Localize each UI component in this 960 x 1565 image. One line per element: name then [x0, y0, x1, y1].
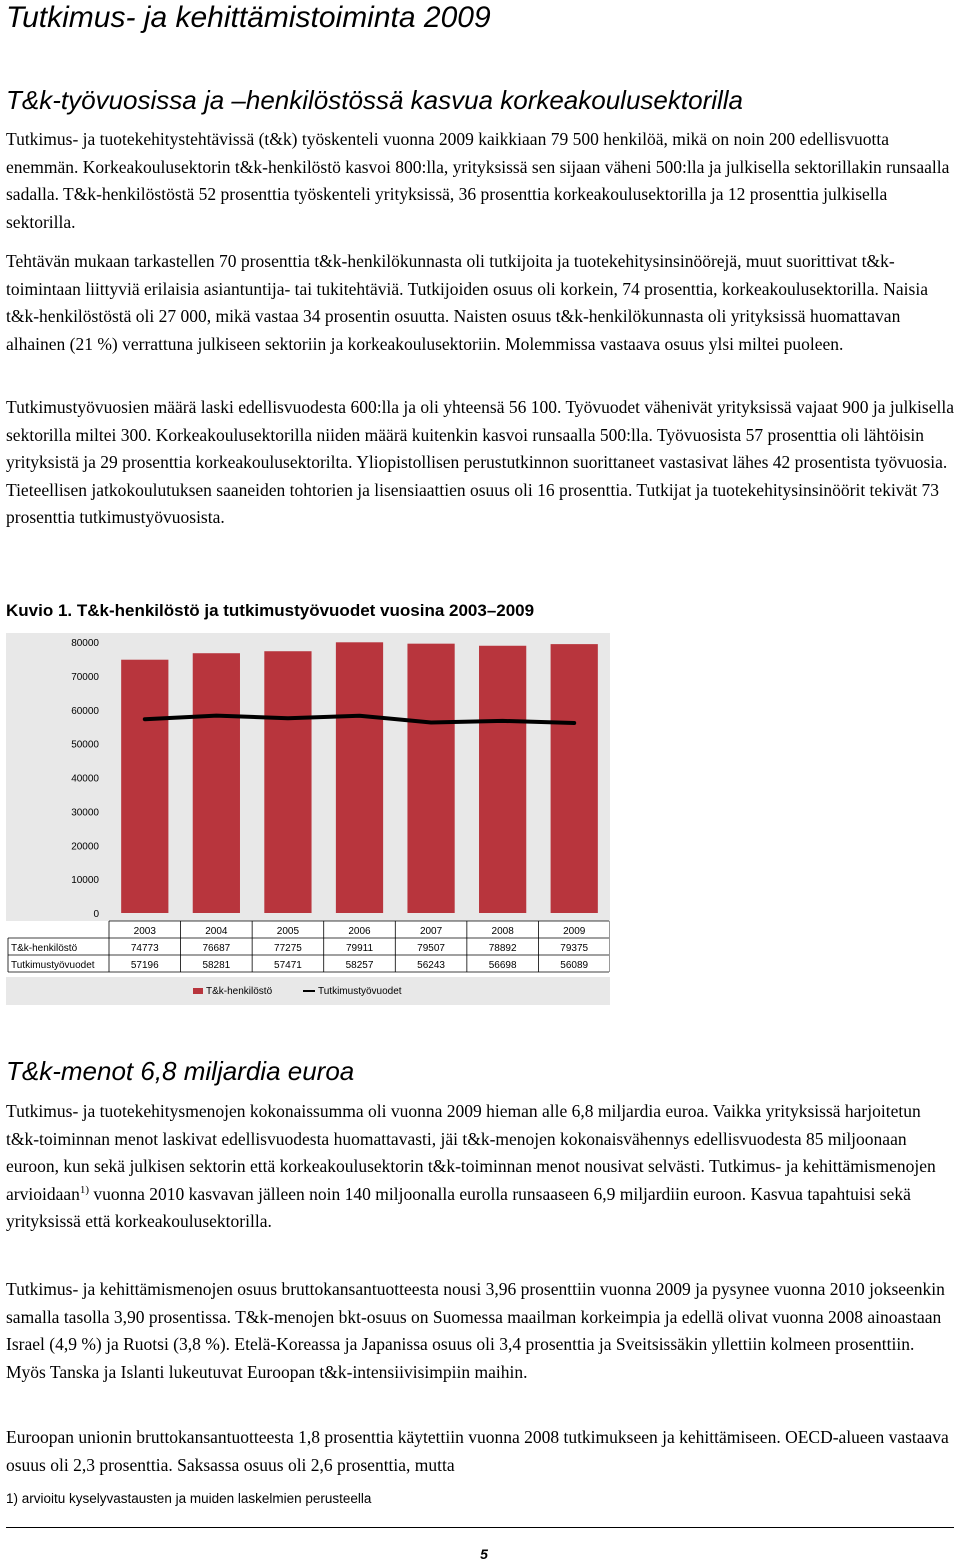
chart-data-table-background — [6, 921, 610, 977]
y-tick-label: 40000 — [71, 773, 99, 785]
x-tick-label: 2009 — [563, 926, 586, 937]
bar — [121, 660, 168, 913]
x-tick-label: 2008 — [491, 926, 514, 937]
section-heading-personnel: T&k-työvuosissa ja –henkilöstössä kasvua korkeakoulusektorilla — [6, 85, 744, 115]
paragraph-gdp-share: Tutkimus- ja kehittämismenojen osuus bruttokansantuotteesta nousi 3,96 prosenttiin vuonna 2009 ja pysynee vuonna 2010 jokseenkin samalla tasolla 3,90 prosentissa. T&k-menojen bkt-osuus on Suomessa maailman korkeimpia ja edellä olivat vuonna 2008 ainoastaan Israel (4,9 %) ja Ruotsi (3,8 %). Etelä-Koreassa ja Japanissa osuus oli 3,4 prosenttia ja Sveitsissäkin yllettiin kolmeen prosenttiin. Myös Tanska ja Islanti lukeutuvat Euroopan t&k-intensiivisimpiin maihin. — [6, 1279, 945, 1382]
data-label: 76687 — [202, 943, 231, 954]
paragraph-expenditure-text-cont: vuonna 2010 kasvavan jälleen noin 140 miljoonalla eurolla runsaaseen 6,9 miljardiin euroon. Kasvua tapahtuisi sekä yrityksissä että korkeakoulusektorilla. — [6, 1183, 911, 1231]
bar — [551, 644, 598, 913]
footnote-reference: 1) — [79, 1183, 90, 1196]
x-tick-label: 2006 — [348, 926, 371, 937]
paragraph-work-years: Tutkimustyövuosien määrä laski edellisvuodesta 600:lla ja oli yhteensä 56 100. Työvuodet vähenivät yrityksissä vajaat 900 ja julkisella sektorilla miltei 300. Korkeakoulusektorilla niiden määrä kuitenkin kasvoi runsaalla 500:lla. Työvuosista 57 prosenttia oli lähtöisin yrityksistä ja 29 prosenttia korkeakoulusektorilta. Yliopistollisen perustutkinnon suorittaneet vastasivat lähes 42 prosentista työvuosia. Tieteellisen jatkokoulutuksen saaneiden tohtorien ja lisensiaattien osuus oli 16 prosenttia. Tutkijat ja tuotekehitysinsinöörit tekivät 73 prosenttia tutkimustyövuosista. — [6, 397, 954, 527]
data-label: 78892 — [488, 943, 517, 954]
data-label: 74773 — [130, 943, 159, 954]
table-row-label: T&k-henkilöstö — [11, 943, 78, 954]
x-tick-label: 2007 — [419, 926, 443, 937]
bar — [193, 653, 240, 913]
data-label: 58281 — [202, 960, 231, 971]
table-row-label: Tutkimustyövuodet — [11, 960, 95, 971]
bar — [336, 642, 383, 913]
legend-label: T&k-henkilöstö — [206, 986, 273, 997]
page-title: Tutkimus- ja kehittämistoiminta 2009 — [6, 1, 491, 34]
chart-figure — [6, 633, 610, 1005]
y-tick-label: 0 — [93, 909, 99, 920]
data-label: 56243 — [417, 960, 445, 971]
data-label: 58257 — [345, 960, 374, 971]
y-tick-label: 80000 — [71, 638, 99, 649]
y-tick-label: 30000 — [71, 807, 99, 819]
data-label: 57471 — [274, 960, 302, 971]
paragraph-eu-share: Euroopan unionin bruttokansantuotteesta 1,8 prosenttia käytettiin vuonna 2008 tutkimukseen ja kehittämiseen. OECD-alueen vastaava osuus oli 2,3 prosenttia. Saksassa osuus oli 2,6 prosenttia, mutta — [6, 1427, 949, 1475]
paragraph-tasks: Tehtävän mukaan tarkastellen 70 prosenttia t&k-henkilökunnasta oli tutkijoita ja tuotekehitysinsinöörejä, muut suorittivat t&k-toimintaan liittyviä erilaisia asiantuntija- tai tukitehtäviä. Tutkijoiden osuus oli korkein, 74 prosenttia, korkeakoulusektorilla. Naisia t&k-henkilöstöstä oli 27 000, mikä vastaa 34 prosentin osuutta. Naisten osuus t&k-henkilökunnasta oli yrityksissä huomattavan alhainen (21 %) verrattuna julkiseen sektoriin ja korkeakoulusektoriin. Molemmissa vastaava osuus ylsi miltei puoleen. — [6, 251, 928, 354]
section-heading-expenditure: T&k-menot 6,8 miljardia euroa — [6, 1056, 355, 1086]
paragraph-expenditure — [6, 1098, 954, 1236]
page-divider — [6, 1527, 954, 1528]
legend-swatch-bar — [193, 988, 203, 994]
data-label: 56089 — [560, 960, 589, 971]
data-label: 77275 — [274, 943, 302, 954]
data-label: 56698 — [488, 960, 517, 971]
x-tick-label: 2005 — [276, 926, 300, 937]
x-tick-label: 2003 — [133, 926, 156, 937]
page-number: 5 — [480, 1546, 488, 1562]
y-tick-label: 70000 — [71, 671, 99, 683]
paragraph-expenditure-text: Tutkimus- ja tuotekehitysmenojen kokonaissumma oli vuonna 2009 hieman alle 6,8 miljardia euroa. Vaikka yrityksissä harjoitetun t&k-toiminnan menot laskivat edellisvuodesta huomattavasti, jäi t&k-menojen kokonaisvähennys edellisvuodesta 85 miljoonaan euroon, kun sekä julkisen sektorin että korkeakoulusektorin t&k-toiminnan menot nousivat selvästi. Tutkimus- ja kehittämismenojen arvioidaan — [6, 1101, 936, 1204]
data-label: 79911 — [345, 943, 374, 954]
bar — [479, 646, 526, 913]
y-tick-label: 60000 — [71, 705, 99, 717]
footnote: 1) arvioitu kyselyvastausten ja muiden laskelmien perusteella — [6, 1491, 372, 1506]
bar — [407, 644, 454, 913]
chart-svg — [6, 633, 610, 1005]
bar — [264, 651, 311, 913]
data-label: 79375 — [560, 943, 589, 954]
figure-caption: Kuvio 1. T&k-henkilöstö ja tutkimustyövuodet vuosina 2003–2009 — [6, 601, 535, 620]
y-tick-label: 10000 — [71, 875, 99, 887]
y-tick-label: 20000 — [71, 841, 99, 853]
legend-label: Tutkimustyövuodet — [318, 986, 402, 997]
data-label: 57196 — [130, 960, 159, 971]
data-label: 79507 — [417, 943, 445, 954]
paragraph-personnel: Tutkimus- ja tuotekehitystehtävissä (t&k) työskenteli vuonna 2009 kaikkiaan 79 500 henkilöä, mikä on noin 200 edellisvuotta enemmän. Korkeakoulusektorin t&k-henkilöstö kasvoi 800:lla, yrityksissä sen sijaan väheni 500:lla ja julkisella sektorillakin runsaalla sadalla. T&k-henkilöstöstä 52 prosenttia työskenteli yrityksissä, 36 prosenttia korkeakoulusektorilla ja 12 prosenttia julkisella sektorilla. — [6, 129, 950, 232]
y-tick-label: 50000 — [71, 739, 99, 751]
x-tick-label: 2004 — [205, 926, 228, 937]
